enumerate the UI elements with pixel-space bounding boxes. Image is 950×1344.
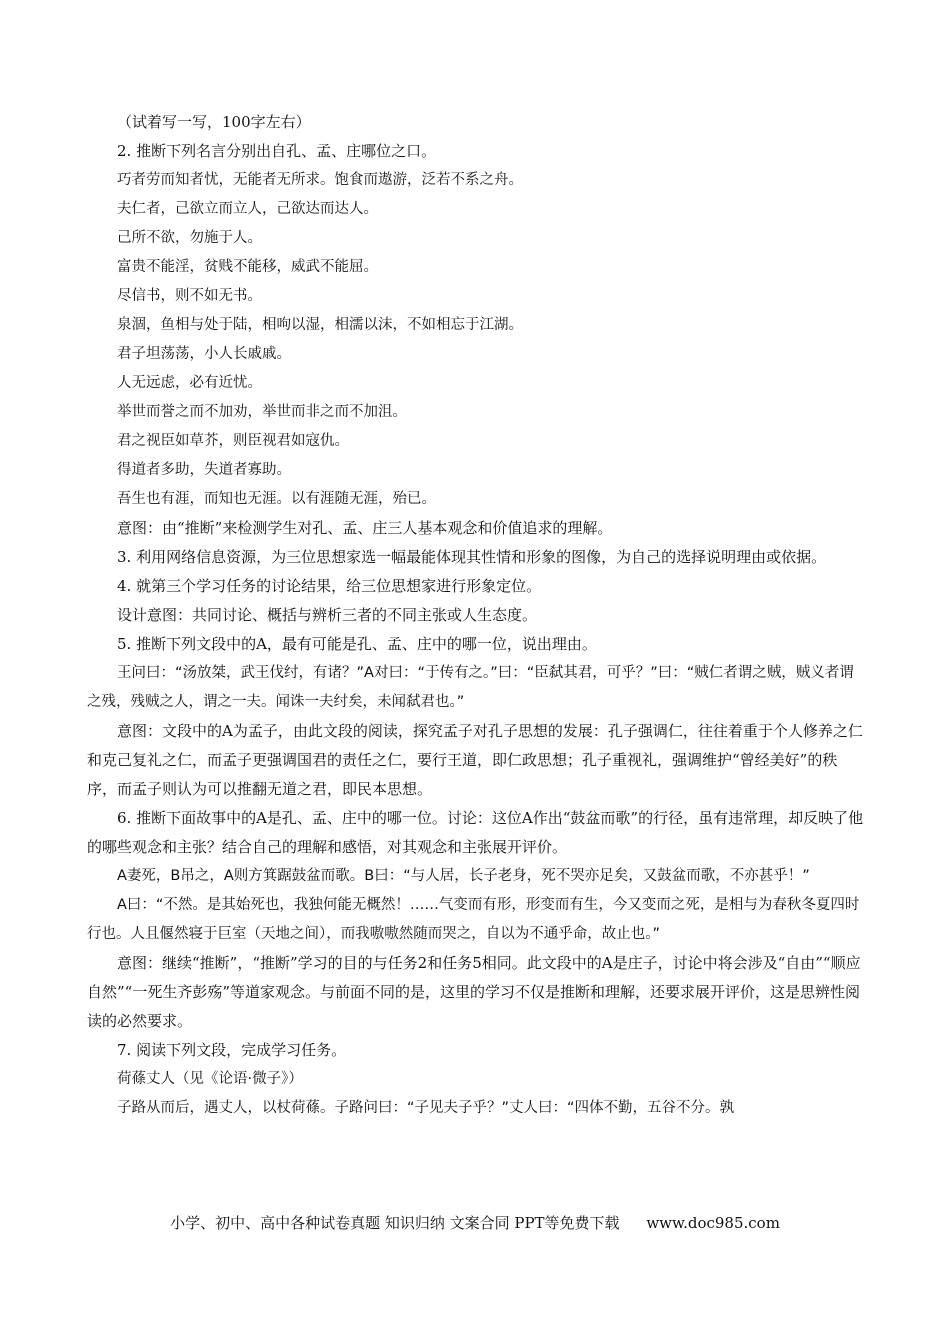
quote-line: 己所不欲，勿施于人。 [117,230,262,246]
quote-line: 泉涸，鱼相与处于陆，相呴以湿，相濡以沫，不如相忘于江湖。 [117,317,523,333]
footer-text: 小学、初中、高中各种试卷真题 知识归纳 文案合同 PPT等免费下载 [170,1214,620,1232]
paragraph: （试着写一写，100字左右） [117,113,311,131]
paragraph: 意图：文段中的A为孟子，由此文段的阅读，探究孟子对孔子思想的发展：孔子强调仁，往往着重于个人修养之仁和克己复礼之仁，而孟子更强调国君的责任之仁，要行王道，即仁政思想；孔子重视礼，强调维护“曾经美好”的秩序，而孟子则认为可以推翻无道之君，即民本思想。 [87,722,863,798]
quote-line: 人无远虑，必有近忧。 [117,375,262,391]
page-footer [0,1212,950,1233]
paragraph: 意图：由“推断”来检测学生对孔、孟、庄三人基本观念和价值追求的理解。 [117,519,613,537]
quote-line: 荷蓧丈人（见《论语·微子》） [117,1071,303,1087]
paragraph: 2. 推断下列名言分别出自孔、孟、庄哪位之口。 [117,142,437,160]
quote-line: 王问曰：“汤放桀，武王伐纣，有诸？”A对曰：“于传有之。”曰：“臣弑其君，可乎？”曰：“贼仁者谓之贼，贼义者谓之残，残贼之人，谓之一夫。闻诛一夫纣矣，未闻弑君也。” [87,665,854,710]
quote-line: 君之视臣如草芥，则臣视君如寇仇。 [117,433,349,449]
quote-line: A曰：“不然。是其始死也，我独何能无概然！……气变而有形，形变而有生，今又变而之死，是相与为春秋冬夏四时行也。人且偃然寝于巨室（天地之间），而我嗷嗷然随而哭之，自以为不通乎命，故止也。” [87,897,860,942]
paragraph: 3. 利用网络信息资源，为三位思想家选一幅最能体现其性情和形象的图像，为自己的选择说明理由或依据。 [117,548,827,566]
paragraph: 6. 推断下面故事中的A是孔、孟、庄中的哪一位。讨论：这位A作出“鼓盆而歌”的行径，虽有违常理，却反映了他的哪些观念和主张？结合自己的理解和感悟，对其观念和主张展开评价。 [87,809,864,856]
quote-line: 富贵不能淫，贫贱不能移，威武不能屈。 [117,259,378,275]
footer-link[interactable]: www.doc985.com [646,1214,780,1232]
paragraph: 意图：继续“推断”，“推断”学习的目的与任务2和任务5相同。此文段中的A是庄子，讨论中将会涉及“自由”“顺应自然”“一死生齐彭殇”等道家观念。与前面不同的是，这里的学习不仅是推断和理解，还要求展开评价，这是思辨性阅读的必然要求。 [87,954,861,1030]
quote-line: 得道者多助，失道者寡助。 [117,462,291,478]
paragraph: 设计意图：共同讨论、概括与辨析三者的不同主张或人生态度。 [117,606,538,624]
quote-line: 尽信书，则不如无书。 [117,288,262,304]
paragraph: 5. 推断下列文段中的A，最有可能是孔、孟、庄中的哪一位，说出理由。 [117,635,597,653]
quote-line: 夫仁者，己欲立而立人，己欲达而达人。 [117,201,378,217]
quote-line: 君子坦荡荡，小人长戚戚。 [117,346,291,362]
quote-line: A妻死，B吊之，A则方箕踞鼓盆而歌。B曰：“与人居，长子老身，死不哭亦足矣，又鼓盆而歌，不亦甚乎！” [117,868,810,884]
quote-line: 子路从而后，遇丈人，以杖荷蓧。子路问曰：“子见夫子乎？”丈人曰：“四体不勤，五谷不分。孰 [117,1100,735,1116]
quote-line: 吾生也有涯，而知也无涯。以有涯随无涯，殆已。 [117,491,436,507]
document-body [87,108,865,1123]
quote-line: 巧者劳而知者忧，无能者无所求。饱食而遨游，泛若不系之舟。 [117,172,523,188]
paragraph: 7. 阅读下列文段，完成学习任务。 [117,1041,347,1059]
paragraph: 4. 就第三个学习任务的讨论结果，给三位思想家进行形象定位。 [117,577,542,595]
quote-line: 举世而誉之而不加劝，举世而非之而不加沮。 [117,404,407,420]
